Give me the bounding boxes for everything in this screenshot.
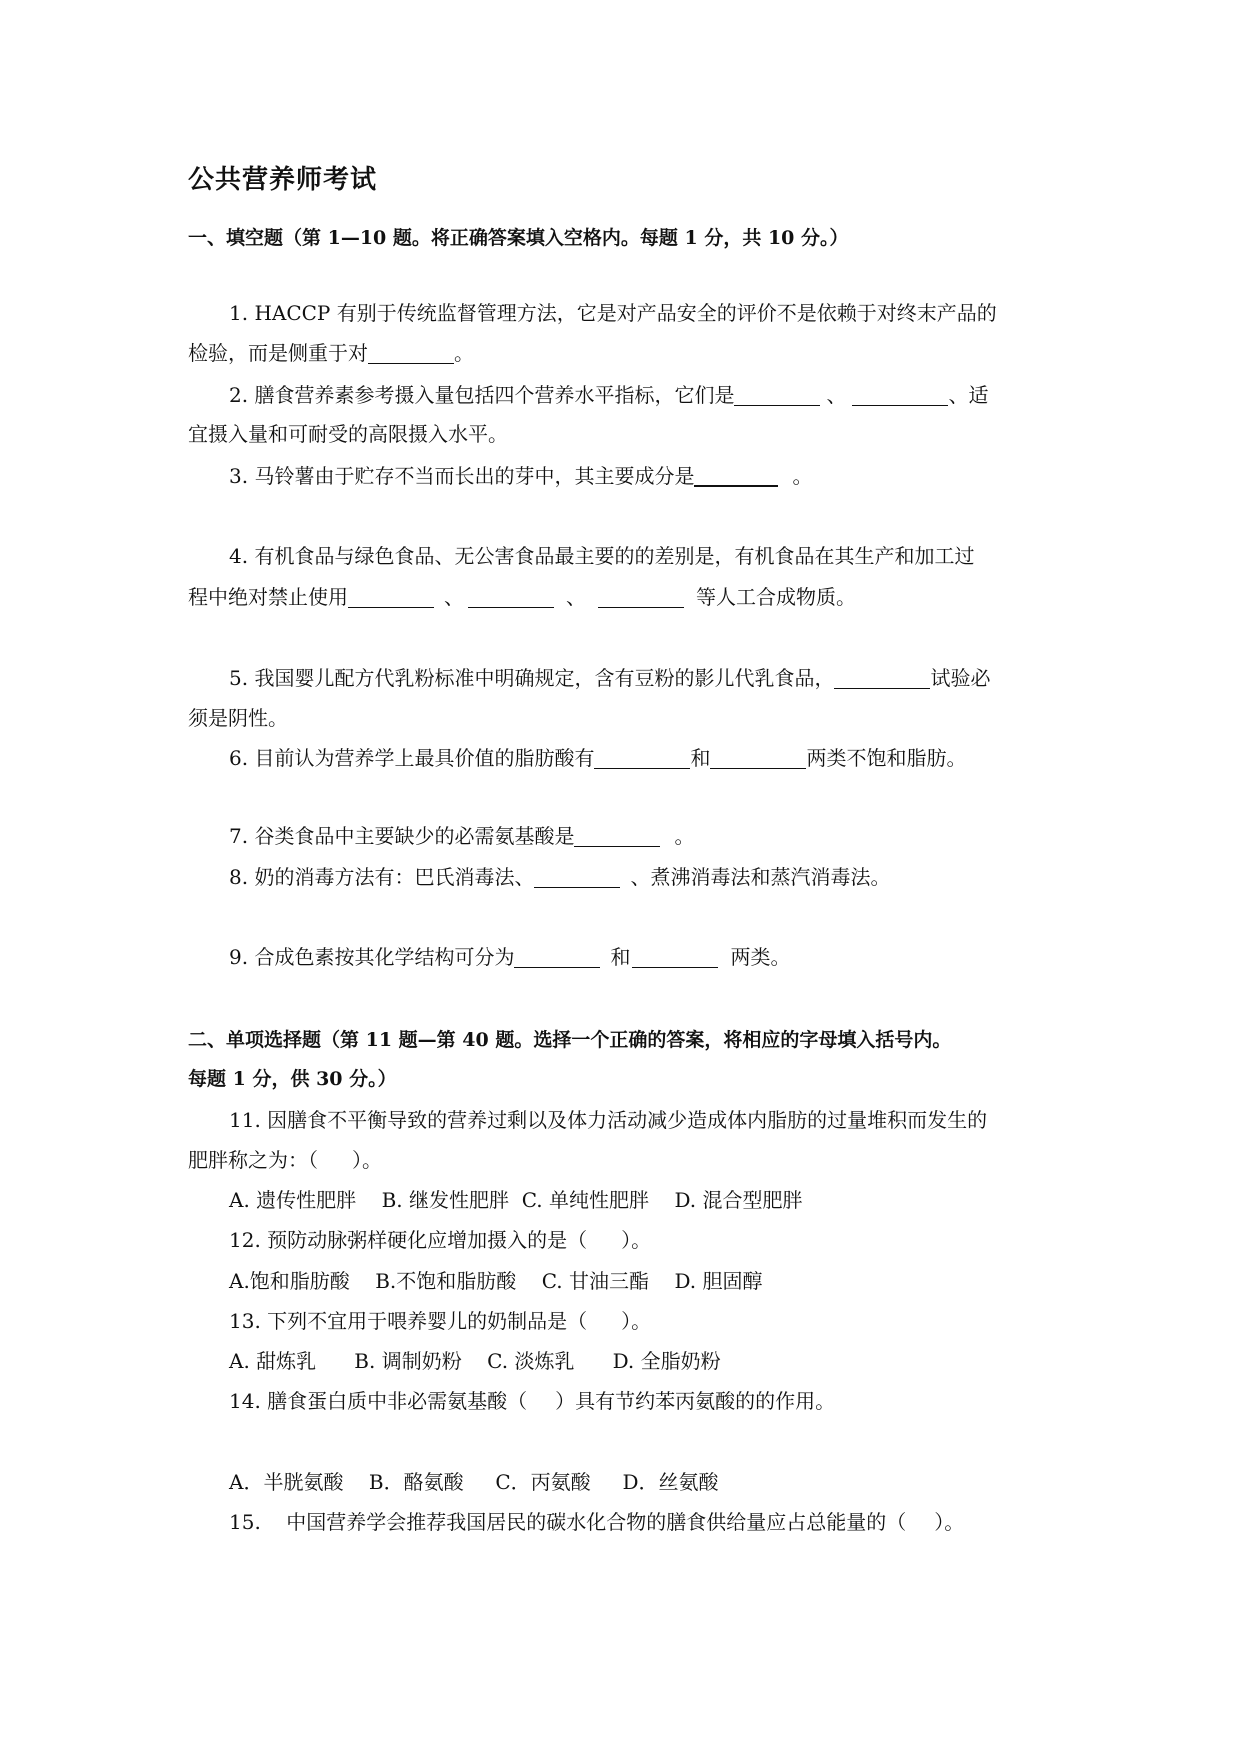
- section-2-heading-2: 每题 1 分，供 30 分。）: [188, 1068, 397, 1090]
- separator: 、: [826, 383, 847, 407]
- page-title: 公共营养师考试: [188, 165, 378, 195]
- answer-blank[interactable]: [468, 587, 554, 608]
- question-13-end: ）。: [621, 1309, 652, 1333]
- question-13-line-1: [229, 1308, 651, 1334]
- question-11-end: ）。: [352, 1148, 382, 1172]
- answer-blank[interactable]: [574, 826, 660, 847]
- question-14-text: 14. 膳食蛋白质中非必需氨基酸（: [229, 1389, 528, 1413]
- question-12-end: ）。: [621, 1228, 652, 1252]
- question-14-line-1: [229, 1388, 835, 1414]
- question-13-text: 13. 下列不宜用于喂养婴儿的奶制品是（: [229, 1309, 588, 1333]
- question-12-text: 12. 预防动脉粥样硬化应增加摄入的是（: [229, 1228, 588, 1252]
- question-11-line-2: [188, 1147, 382, 1173]
- question-1-line-2: [188, 340, 474, 366]
- question-1-end: 。: [454, 341, 474, 365]
- question-6-text: 6. 目前认为营养学上最具价值的脂肪酸有: [229, 746, 595, 770]
- question-9-and: 和: [610, 945, 631, 969]
- question-8-text: 8. 奶的消毒方法有：巴氏消毒法、: [229, 865, 535, 889]
- question-6-and: 和: [690, 746, 711, 770]
- question-1-text: 1. HACCP 有别于传统监督管理方法，它是对产品安全的评价不是依赖于对终末产品的: [229, 301, 997, 325]
- question-4-end: 等人工合成物质。: [696, 585, 856, 609]
- question-5-line-2: 须是阴性。: [188, 706, 288, 730]
- question-4-line-1: [229, 543, 974, 569]
- answer-blank[interactable]: [534, 867, 620, 888]
- question-6-end: 两类不饱和脂肪。: [806, 746, 967, 770]
- separator: 、: [444, 585, 464, 609]
- question-8-line-1: [229, 864, 890, 890]
- section-2-heading: 二、单项选择题（第 11 题—第 40 题。选择一个正确的答案，将相应的字母填入括号内。: [188, 1029, 952, 1051]
- question-6-line-1: [229, 745, 966, 771]
- answer-blank[interactable]: [594, 748, 690, 769]
- question-12-options: A.饱和脂肪酸 B.不饱和脂肪酸 C. 甘油三酯 D. 胆固醇: [229, 1269, 763, 1293]
- question-3-end: 。: [792, 464, 813, 488]
- question-3-line-1: [229, 463, 812, 489]
- answer-blank[interactable]: [852, 385, 948, 406]
- question-5-text: 5. 我国婴儿配方代乳粉标准中明确规定，含有豆粉的影儿代乳食品，: [229, 666, 835, 690]
- answer-blank[interactable]: [598, 587, 684, 608]
- question-5-line-1: [229, 665, 990, 691]
- question-11-text: 肥胖称之为：（: [188, 1148, 318, 1172]
- answer-blank[interactable]: [694, 465, 778, 487]
- question-7-line-1: [229, 823, 694, 849]
- question-13-options: A. 甜炼乳 B. 调制奶粉 C. 淡炼乳 D. 全脂奶粉: [229, 1349, 721, 1373]
- question-7-text: 7. 谷类食品中主要缺少的必需氨基酸是: [229, 824, 575, 848]
- section-1-heading: 一、填空题（第 1—10 题。将正确答案填入空格内。每题 1 分，共 10 分。）: [188, 227, 849, 249]
- question-15-end: ）。: [934, 1510, 965, 1534]
- question-12-line-1: [229, 1227, 651, 1253]
- question-15-line-1: [229, 1509, 964, 1535]
- question-2-line-1: [229, 382, 988, 408]
- question-9-end: 两类。: [730, 945, 791, 969]
- answer-blank[interactable]: [348, 587, 434, 608]
- question-14-options: A．半胱氨酸 B．酪氨酸 C．丙氨酸 D．丝氨酸: [229, 1470, 719, 1494]
- question-11-line-1: 11. 因膳食不平衡导致的营养过剩以及体力活动减少造成体内脂肪的过量堆积而发生的: [229, 1108, 988, 1132]
- question-4-line-2: [188, 584, 856, 610]
- question-3-text: 3. 马铃薯由于贮存不当而长出的芽中，其主要成分是: [229, 464, 695, 488]
- question-14-end: ）具有节约苯丙氨酸的的作用。: [555, 1389, 836, 1413]
- separator: 、适: [948, 383, 989, 407]
- question-8-end: 、煮沸消毒法和蒸汽消毒法。: [630, 865, 891, 889]
- answer-blank[interactable]: [368, 343, 454, 364]
- question-11-options: A. 遗传性肥胖 B. 继发性肥胖 C. 单纯性肥胖 D. 混合型肥胖: [229, 1188, 803, 1212]
- question-4-text: 4. 有机食品与绿色食品、无公害食品最主要的的差别是，有机食品在其生产和加工过: [229, 544, 975, 568]
- answer-blank[interactable]: [834, 668, 930, 689]
- answer-blank[interactable]: [514, 947, 600, 968]
- question-15-text: 15. 中国营养学会推荐我国居民的碳水化合物的膳食供给量应占总能量的（: [229, 1510, 907, 1534]
- answer-blank[interactable]: [734, 385, 820, 406]
- question-2-line-2: 宜摄入量和可耐受的高限摄入水平。: [188, 422, 508, 446]
- separator: 、: [566, 585, 586, 609]
- question-5-text-2: 试验必: [930, 666, 991, 690]
- question-1-text-2: 检验，而是侧重于对: [188, 341, 368, 365]
- question-9-text: 9. 合成色素按其化学结构可分为: [229, 945, 515, 969]
- question-2-text: 2. 膳食营养素参考摄入量包括四个营养水平指标，它们是: [229, 383, 735, 407]
- answer-blank[interactable]: [710, 748, 806, 769]
- answer-blank[interactable]: [632, 947, 718, 968]
- question-7-end: 。: [674, 824, 695, 848]
- question-9-line-1: [229, 944, 790, 970]
- question-1-line-1: [229, 300, 997, 326]
- question-4-text-2: 程中绝对禁止使用: [188, 585, 348, 609]
